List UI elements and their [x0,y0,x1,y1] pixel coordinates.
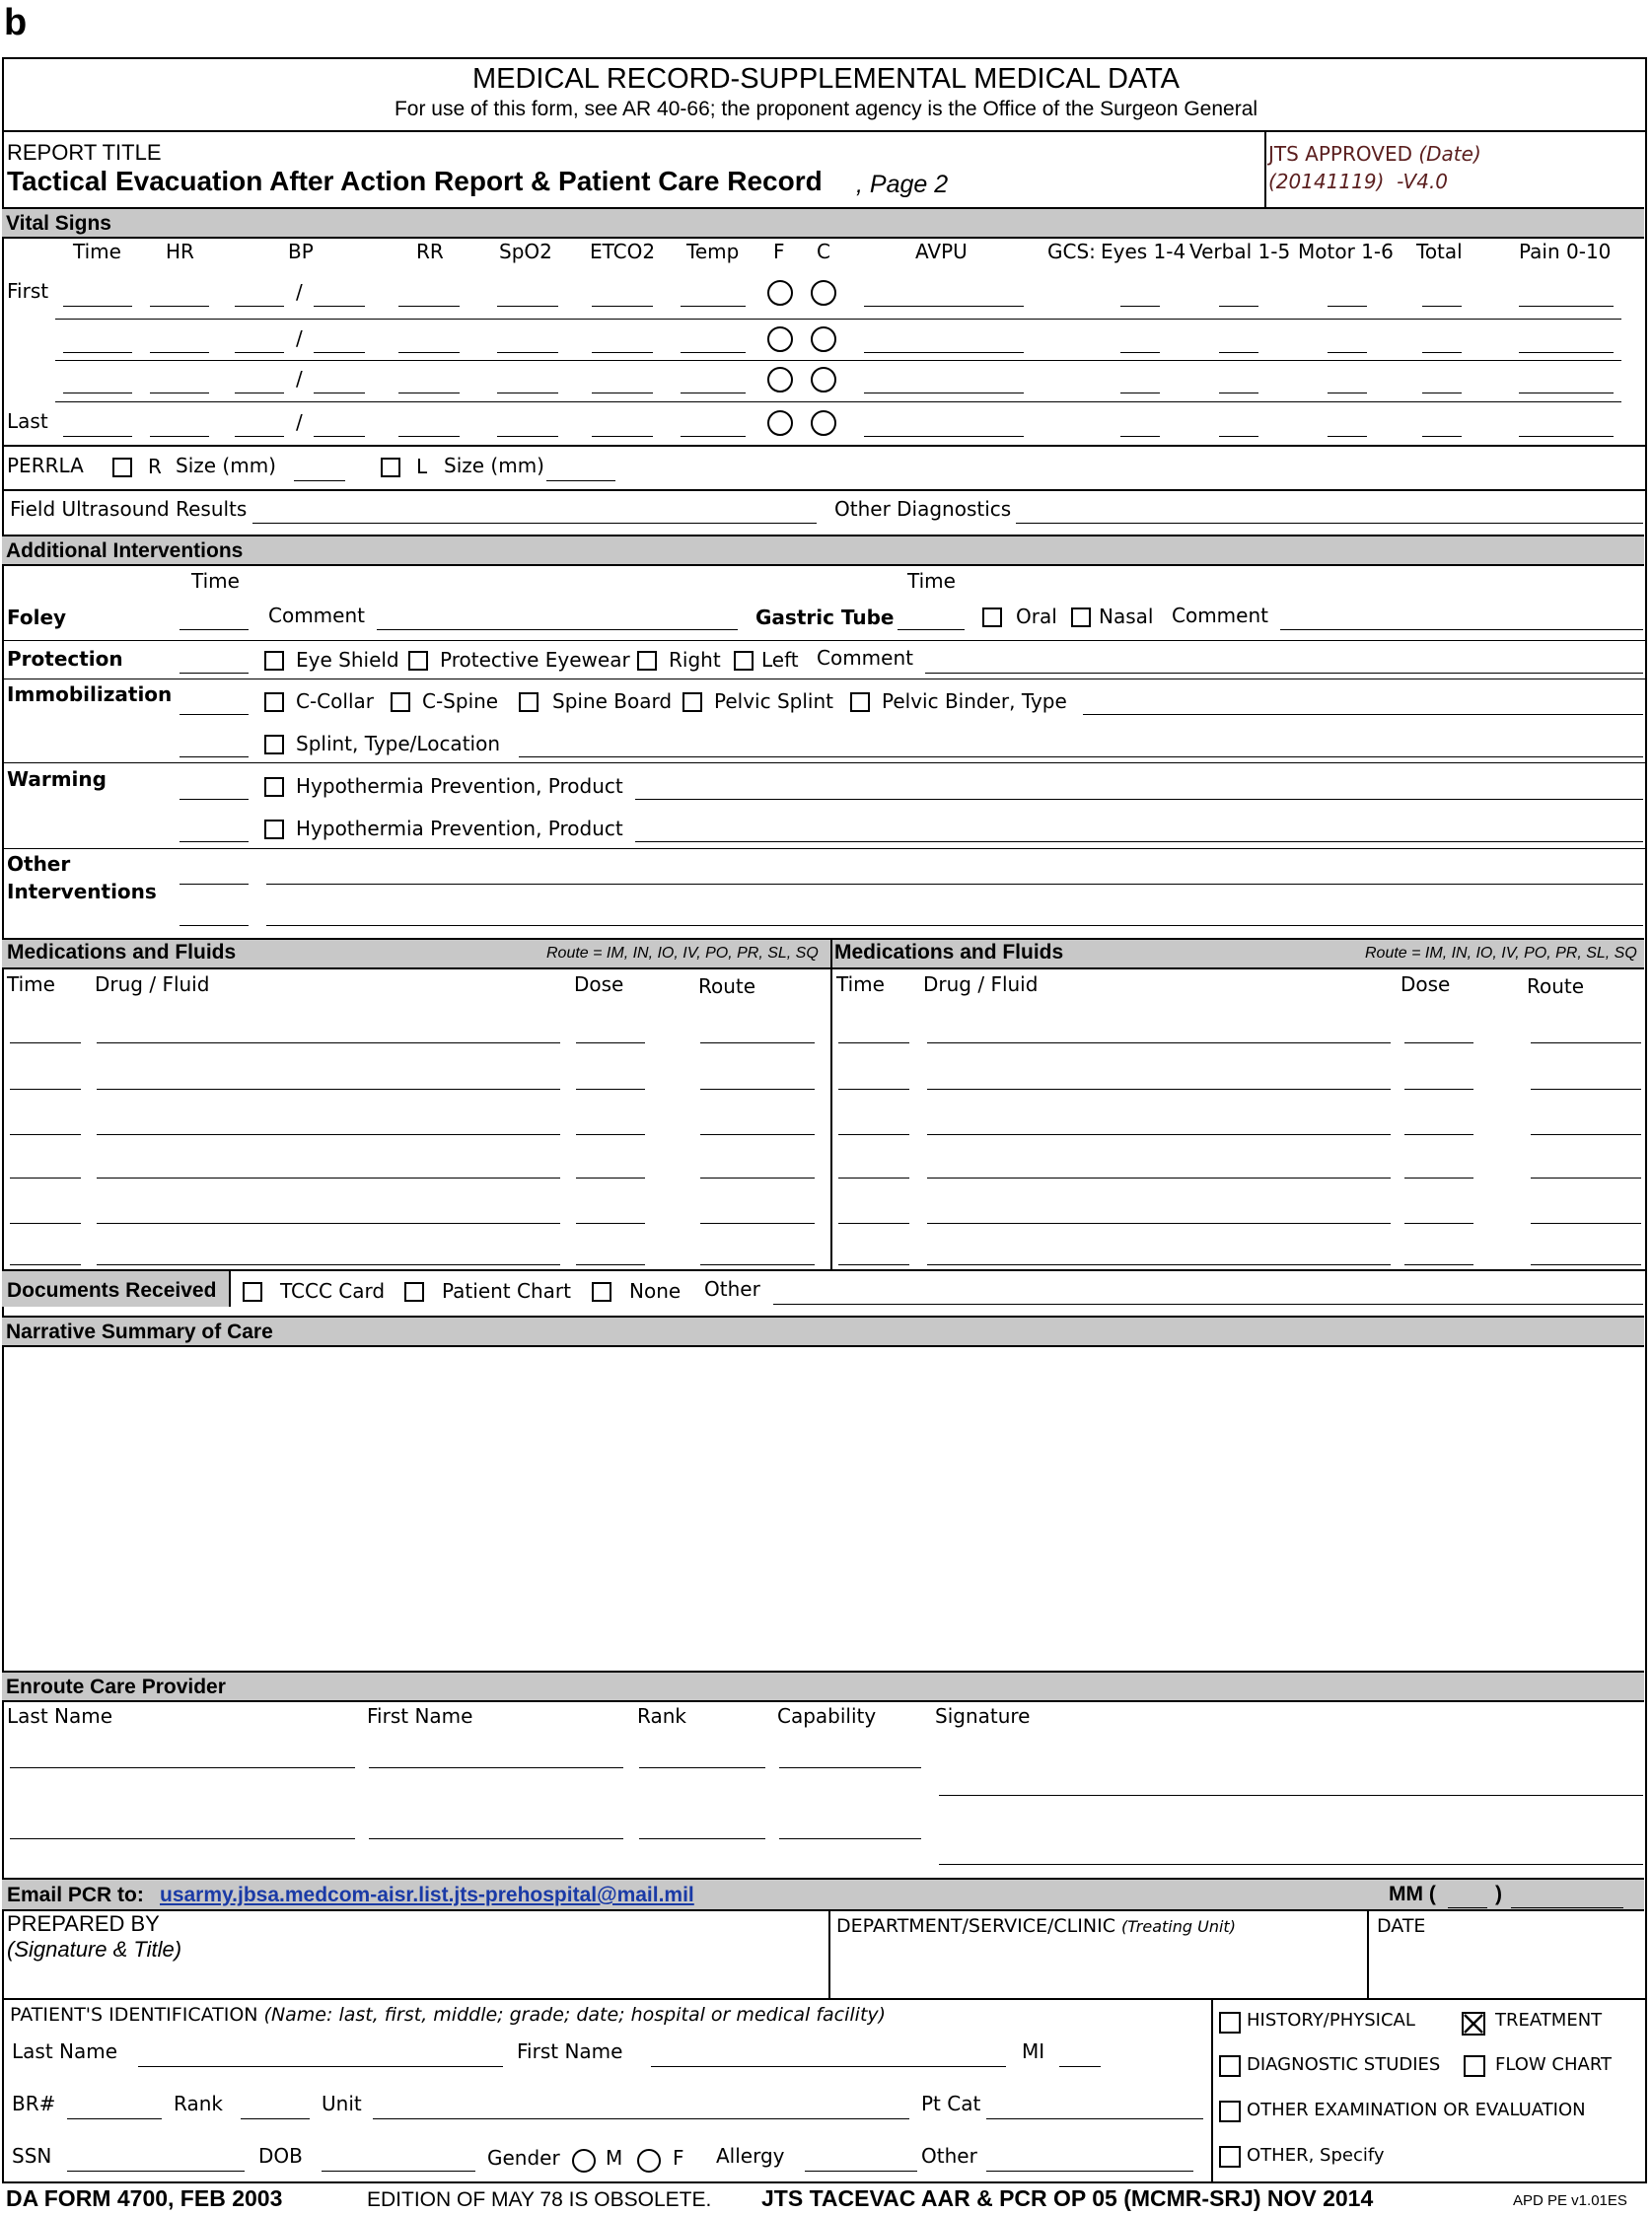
patient-mi-label: MI [1022,2039,1045,2063]
provider-capability-label: Capability [777,1704,877,1728]
hypothermia-field-2[interactable] [635,841,1643,842]
interventions-header: Additional Interventions [2,535,1644,566]
nasal-label: Nasal [1099,605,1154,628]
meds-dose-right: Dose [1401,972,1451,996]
temp-c-radio[interactable] [811,280,836,306]
warming-label: Warming [7,767,107,791]
vital-field[interactable] [1422,306,1462,307]
treatment-checkbox[interactable] [1462,2012,1485,2036]
warming-time-field-2[interactable] [180,841,249,842]
meds-time-left: Time [7,972,55,996]
other-interventions-label-1: Other [7,852,71,876]
med-field[interactable] [1531,1042,1641,1043]
flowchart-checkbox[interactable] [1464,2055,1485,2077]
patient-id-label: PATIENT'S IDENTIFICATION (Name: last, first, middle; grade; date; hospital or medical facility) [10,2004,887,2026]
provider-signature-field-1[interactable] [939,1795,1643,1796]
provider-capability-field-1[interactable] [779,1767,921,1768]
oral-label: Oral [1016,605,1057,628]
pelvic-binder-checkbox[interactable] [850,692,870,712]
bp-slash: / [296,280,303,304]
med-field[interactable] [927,1042,1391,1043]
vital-field[interactable] [864,352,1024,353]
gender-m-label: M [606,2146,623,2170]
eyewear-label: Protective Eyewear [440,648,630,672]
vital-field[interactable] [398,306,460,307]
meds-title-right: Medications and Fluids [834,941,1064,964]
gender-label: Gender [487,2146,560,2170]
med-field[interactable] [927,1178,1391,1179]
temp-f-radio[interactable] [767,410,793,436]
splint-field[interactable] [519,756,1643,757]
vital-field[interactable] [1519,436,1614,437]
spine-board-checkbox[interactable] [519,692,539,712]
hypothermia-checkbox-1[interactable] [264,777,284,797]
ssn-label: SSN [12,2144,52,2168]
protection-label: Protection [7,647,123,671]
meds-drug-right: Drug / Fluid [923,972,1039,996]
vital-field[interactable] [1328,306,1367,307]
vital-field[interactable] [1219,352,1258,353]
col-etco2: ETCO2 [590,240,656,263]
vital-field[interactable] [314,306,365,307]
date-label: DATE [1377,1915,1426,1937]
foley-time-field[interactable] [180,629,249,630]
meds-time-right: Time [836,972,885,996]
temp-f-radio[interactable] [767,326,793,352]
col-pain: Pain 0-10 [1519,240,1612,263]
med-field[interactable] [927,1134,1391,1135]
ultrasound-field[interactable] [252,523,817,524]
footer-jts: JTS TACEVAC AAR & PCR OP 05 (MCMR-SRJ) NOV 2014 [761,2185,1374,2211]
col-avpu: AVPU [915,240,968,263]
med-field[interactable] [700,1042,815,1043]
none-label: None [629,1279,682,1303]
protection-comment-label: Comment [817,646,913,670]
med-field[interactable] [97,1178,560,1179]
provider-signature-label: Signature [935,1704,1031,1728]
vital-field[interactable] [63,436,132,437]
meds-dose-left: Dose [574,972,624,996]
bp-slash: / [296,410,303,434]
med-field[interactable] [97,1089,560,1090]
report-title-label: REPORT TITLE [7,140,162,165]
vital-field[interactable] [592,436,653,437]
med-field[interactable] [10,1134,81,1135]
right-label: Right [669,648,721,672]
med-field[interactable] [1404,1134,1473,1135]
pelvic-binder-field[interactable] [1083,714,1643,715]
med-field[interactable] [838,1134,909,1135]
col-f: F [773,240,785,263]
perrla-l-label: L [416,455,428,478]
unit-field[interactable] [373,2118,909,2119]
vital-row-divider [55,401,1621,402]
vital-field[interactable] [592,352,653,353]
provider-rank-label: Rank [637,1704,686,1728]
flowchart-label: FLOW CHART [1495,2054,1613,2075]
c-spine-label: C-Spine [422,689,499,713]
meds-drug-left: Drug / Fluid [95,972,210,996]
meds-title-left: Medications and Fluids [7,941,237,964]
other-exam-checkbox[interactable] [1219,2101,1241,2122]
med-field[interactable] [1531,1134,1641,1135]
c-collar-checkbox[interactable] [264,692,284,712]
patient-last-field[interactable] [138,2066,503,2067]
ptcat-label: Pt Cat [921,2092,981,2115]
foley-time-header: Time [191,569,240,593]
gender-f-label: F [673,2146,684,2170]
documents-other-label: Other [704,1277,760,1301]
page-number: , Page 2 [856,171,949,198]
med-field[interactable] [97,1264,560,1265]
mm-field[interactable] [1448,1907,1487,1908]
c-spine-checkbox[interactable] [391,692,410,712]
jts-approved: JTS APPROVED (Date) [1268,142,1481,166]
vital-field[interactable] [150,352,209,353]
narrative-header: Narrative Summary of Care [2,1316,1644,1347]
vital-field[interactable] [592,306,653,307]
gender-m-radio[interactable] [572,2149,596,2173]
med-field[interactable] [1531,1223,1641,1224]
diagnostic-label: DIAGNOSTIC STUDIES [1247,2054,1441,2075]
route-note-right: Route = IM, IN, IO, IV, PO, PR, SL, SQ [1365,945,1637,962]
vital-field[interactable] [1219,436,1258,437]
temp-c-radio[interactable] [811,410,836,436]
other-field-1[interactable] [266,884,1643,885]
patient-rank-field[interactable] [241,2118,310,2119]
med-field[interactable] [700,1089,815,1090]
perrla-r-size-label: Size (mm) [176,454,276,477]
first-label: First [7,279,49,303]
history-label: HISTORY/PHYSICAL [1247,2010,1415,2031]
bp-slash: / [296,326,303,350]
med-field[interactable] [10,1264,81,1265]
med-field[interactable] [1404,1042,1473,1043]
left-checkbox[interactable] [734,651,754,671]
eye-shield-checkbox[interactable] [264,651,284,671]
vital-field[interactable] [681,352,746,353]
form-title: MEDICAL RECORD-SUPPLEMENTAL MEDICAL DATA [471,63,1181,95]
patient-first-label: First Name [517,2039,623,2063]
provider-header: Enroute Care Provider [2,1671,1644,1702]
other-diagnostics-label: Other Diagnostics [834,497,1012,521]
footer-form: DA FORM 4700, FEB 2003 [6,2185,283,2211]
vital-field[interactable] [681,306,746,307]
pelvic-splint-label: Pelvic Splint [714,689,833,713]
mm-extra-field[interactable] [1511,1907,1623,1908]
vital-field[interactable] [1120,436,1160,437]
pelvic-binder-label: Pelvic Binder, Type [882,689,1067,713]
perrla-l-checkbox[interactable] [381,458,400,477]
med-field[interactable] [700,1223,815,1224]
temp-f-radio[interactable] [767,280,793,306]
pelvic-splint-checkbox[interactable] [682,692,702,712]
other-interventions-label-2: Interventions [7,880,157,903]
prepared-sub: (Signature & Title) [7,1937,182,1962]
med-field[interactable] [10,1223,81,1224]
med-field[interactable] [97,1042,560,1043]
hypothermia-label-1: Hypothermia Prevention, Product [296,774,623,798]
perrla-r-checkbox[interactable] [112,458,132,477]
temp-f-radio[interactable] [767,367,793,393]
documents-label: Documents Received [7,1279,217,1302]
provider-last-label: Last Name [7,1704,113,1728]
spine-board-label: Spine Board [552,689,673,713]
warming-time-field-1[interactable] [180,799,249,800]
gastric-time-field[interactable] [898,629,965,630]
diagnostic-checkbox[interactable] [1219,2055,1241,2077]
jts-date: (20141119) -V4.0 [1268,170,1449,193]
patient-last-label: Last Name [12,2039,118,2063]
vital-field[interactable] [63,306,132,307]
med-field[interactable] [10,1089,81,1090]
med-field[interactable] [576,1134,645,1135]
vital-field[interactable] [1328,352,1367,353]
history-checkbox[interactable] [1219,2012,1241,2034]
provider-capability-field-2[interactable] [779,1838,921,1839]
meds-route-left: Route [698,974,756,998]
vital-field[interactable] [150,436,209,437]
dept-label: DEPARTMENT/SERVICE/CLINIC (Treating Unit) [836,1915,1236,1937]
vital-field[interactable] [1422,436,1462,437]
allergy-label: Allergy [716,2144,785,2168]
vital-field[interactable] [1219,306,1258,307]
br-field[interactable] [67,2118,162,2119]
br-label: BR# [12,2092,56,2115]
immobilization-label: Immobilization [7,682,173,706]
vital-field[interactable] [1120,352,1160,353]
patient-chart-checkbox[interactable] [404,1282,424,1302]
med-field[interactable] [1404,1089,1473,1090]
provider-rank-field-2[interactable] [639,1838,765,1839]
other-exam-label: OTHER EXAMINATION OR EVALUATION [1247,2100,1586,2120]
vital-signs-header: Vital Signs [2,207,1644,239]
prepared-label: PREPARED BY [7,1911,160,1936]
med-field[interactable] [927,1264,1391,1265]
figure-label: b [4,2,28,43]
temp-c-radio[interactable] [811,367,836,393]
med-field[interactable] [1404,1223,1473,1224]
med-field[interactable] [838,1178,909,1179]
mm-label: MM ( [1389,1883,1436,1905]
temp-c-radio[interactable] [811,326,836,352]
hypothermia-label-2: Hypothermia Prevention, Product [296,817,623,840]
dob-field[interactable] [322,2171,475,2172]
gastric-label: Gastric Tube [755,606,895,629]
vital-field[interactable] [1120,306,1160,307]
meds-route-right: Route [1527,974,1585,998]
documents-other-field[interactable] [773,1304,1643,1305]
check-x-icon [1464,2014,1483,2034]
protection-comment-field[interactable] [925,673,1643,674]
vital-row-divider [55,360,1621,361]
unit-label: Unit [322,2092,362,2115]
vital-field[interactable] [314,352,365,353]
med-field[interactable] [927,1223,1391,1224]
med-field[interactable] [1531,1264,1641,1265]
other-time-field-1[interactable] [180,884,249,885]
narrative-area[interactable] [4,1347,1643,1667]
provider-first-field-1[interactable] [369,1767,623,1768]
mm-close: ) [1495,1883,1502,1905]
ultrasound-label: Field Ultrasound Results [10,497,248,521]
patient-chart-label: Patient Chart [442,1279,571,1303]
vital-field[interactable] [398,436,460,437]
vital-field[interactable] [497,306,558,307]
route-note-left: Route = IM, IN, IO, IV, PO, PR, SL, SQ [546,945,819,962]
gastric-comment-field[interactable] [1280,629,1643,630]
med-field[interactable] [1531,1089,1641,1090]
vital-field[interactable] [314,436,365,437]
col-spo2: SpO2 [499,240,552,263]
allergy-field[interactable] [805,2171,917,2172]
col-rr: RR [416,240,444,263]
vital-field[interactable] [1328,436,1367,437]
c-collar-label: C-Collar [296,689,374,713]
form-subtitle: For use of this form, see AR 40-66; the proponent agency is the Office of the Surgeon General [394,98,1258,120]
splint-label: Splint, Type/Location [296,732,501,755]
oral-checkbox[interactable] [982,607,1002,627]
perrla-r-label: R [148,455,162,478]
immobilization-time-field[interactable] [180,714,249,715]
other-diagnostics-field[interactable] [1016,523,1643,524]
vital-field[interactable] [398,352,460,353]
vital-field[interactable] [235,306,284,307]
hypothermia-checkbox-2[interactable] [264,820,284,839]
med-field[interactable] [700,1264,815,1265]
provider-rank-field-1[interactable] [639,1767,765,1768]
other-time-field-2[interactable] [180,925,249,926]
col-gcs: GCS: [1047,240,1096,263]
gastric-comment-label: Comment [1172,604,1268,627]
splint-time-field[interactable] [180,756,249,757]
tccc-card-label: TCCC Card [280,1279,386,1303]
vital-field[interactable] [681,436,746,437]
report-title: Tactical Evacuation After Action Report & Patient Care Record [7,166,823,196]
patient-mi-field[interactable] [1059,2066,1101,2067]
last-label: Last [7,409,48,433]
vital-field[interactable] [63,352,132,353]
gender-f-radio[interactable] [637,2149,661,2173]
provider-last-field-2[interactable] [10,1838,355,1839]
eye-shield-label: Eye Shield [296,648,399,672]
foley-comment-field[interactable] [377,629,738,630]
email-link[interactable]: usarmy.jbsa.medcom-aisr.list.jts-prehospital@mail.mil [160,1884,694,1906]
perrla-r-size-field[interactable] [294,480,345,481]
vital-field[interactable] [1422,352,1462,353]
perrla-l-size-label: Size (mm) [444,454,544,477]
med-field[interactable] [838,1042,909,1043]
med-field[interactable] [10,1178,81,1179]
vital-field[interactable] [235,352,284,353]
med-field[interactable] [97,1223,560,1224]
med-field[interactable] [927,1089,1391,1090]
patient-other-label: Other [921,2144,977,2168]
footer-apd: APD PE v1.01ES [1513,2192,1627,2209]
bp-slash: / [296,367,303,391]
med-field[interactable] [1404,1264,1473,1265]
med-field[interactable] [838,1089,909,1090]
vital-field[interactable] [1519,306,1614,307]
email-label: Email PCR to: [7,1884,144,1906]
col-eyes: Eyes 1-4 [1101,240,1186,263]
vital-field[interactable] [497,436,558,437]
splint-checkbox[interactable] [264,735,284,754]
med-field[interactable] [576,1178,645,1179]
med-field[interactable] [10,1042,81,1043]
protection-time-field[interactable] [180,673,249,674]
foley-label: Foley [7,606,67,629]
col-bp: BP [288,240,314,263]
provider-first-field-2[interactable] [369,1838,623,1839]
gastric-time-header: Time [907,569,956,593]
med-field[interactable] [838,1264,909,1265]
col-motor: Motor 1-6 [1298,240,1394,263]
ssn-field[interactable] [67,2171,245,2172]
col-verbal: Verbal 1-5 [1189,240,1291,263]
other-field-2[interactable] [266,925,1643,926]
perrla-l-size-field[interactable] [546,480,615,481]
med-field[interactable] [700,1134,815,1135]
med-field[interactable] [576,1042,645,1043]
right-checkbox[interactable] [637,651,657,671]
med-field[interactable] [1531,1178,1641,1179]
vital-field[interactable] [1519,352,1614,353]
vital-row-divider [55,319,1621,320]
col-total: Total [1416,240,1463,263]
provider-signature-field-2[interactable] [939,1864,1643,1865]
other-specify-label: OTHER, Specify [1247,2145,1385,2166]
med-field[interactable] [838,1223,909,1224]
none-checkbox[interactable] [592,1282,611,1302]
provider-first-label: First Name [367,1704,473,1728]
patient-rank-label: Rank [174,2092,223,2115]
med-field[interactable] [97,1134,560,1135]
patient-first-field[interactable] [651,2066,1006,2067]
footer-edition: EDITION OF MAY 78 IS OBSOLETE. [367,2188,712,2211]
patient-other-field[interactable] [986,2171,1193,2172]
med-field[interactable] [576,1264,645,1265]
nasal-checkbox[interactable] [1071,607,1091,627]
perrla-label: PERRLA [7,454,84,477]
provider-last-field-1[interactable] [10,1767,355,1768]
foley-comment-label: Comment [268,604,365,627]
vital-field[interactable] [864,436,1024,437]
col-hr: HR [166,240,194,263]
treatment-label: TREATMENT [1495,2010,1603,2031]
ptcat-field[interactable] [986,2118,1203,2119]
dob-label: DOB [258,2144,303,2168]
eyewear-checkbox[interactable] [408,651,428,671]
med-field[interactable] [576,1089,645,1090]
med-field[interactable] [1404,1178,1473,1179]
med-field[interactable] [700,1178,815,1179]
other-specify-checkbox[interactable] [1219,2146,1241,2168]
med-field[interactable] [576,1223,645,1224]
vital-field[interactable] [864,306,1024,307]
hypothermia-field-1[interactable] [635,799,1643,800]
vital-field[interactable] [150,306,209,307]
col-temp: Temp [686,240,740,263]
col-time: Time [73,240,121,263]
vital-field[interactable] [235,436,284,437]
vital-field[interactable] [497,352,558,353]
col-c: C [817,240,830,263]
tccc-card-checkbox[interactable] [243,1282,262,1302]
left-label: Left [761,648,799,672]
